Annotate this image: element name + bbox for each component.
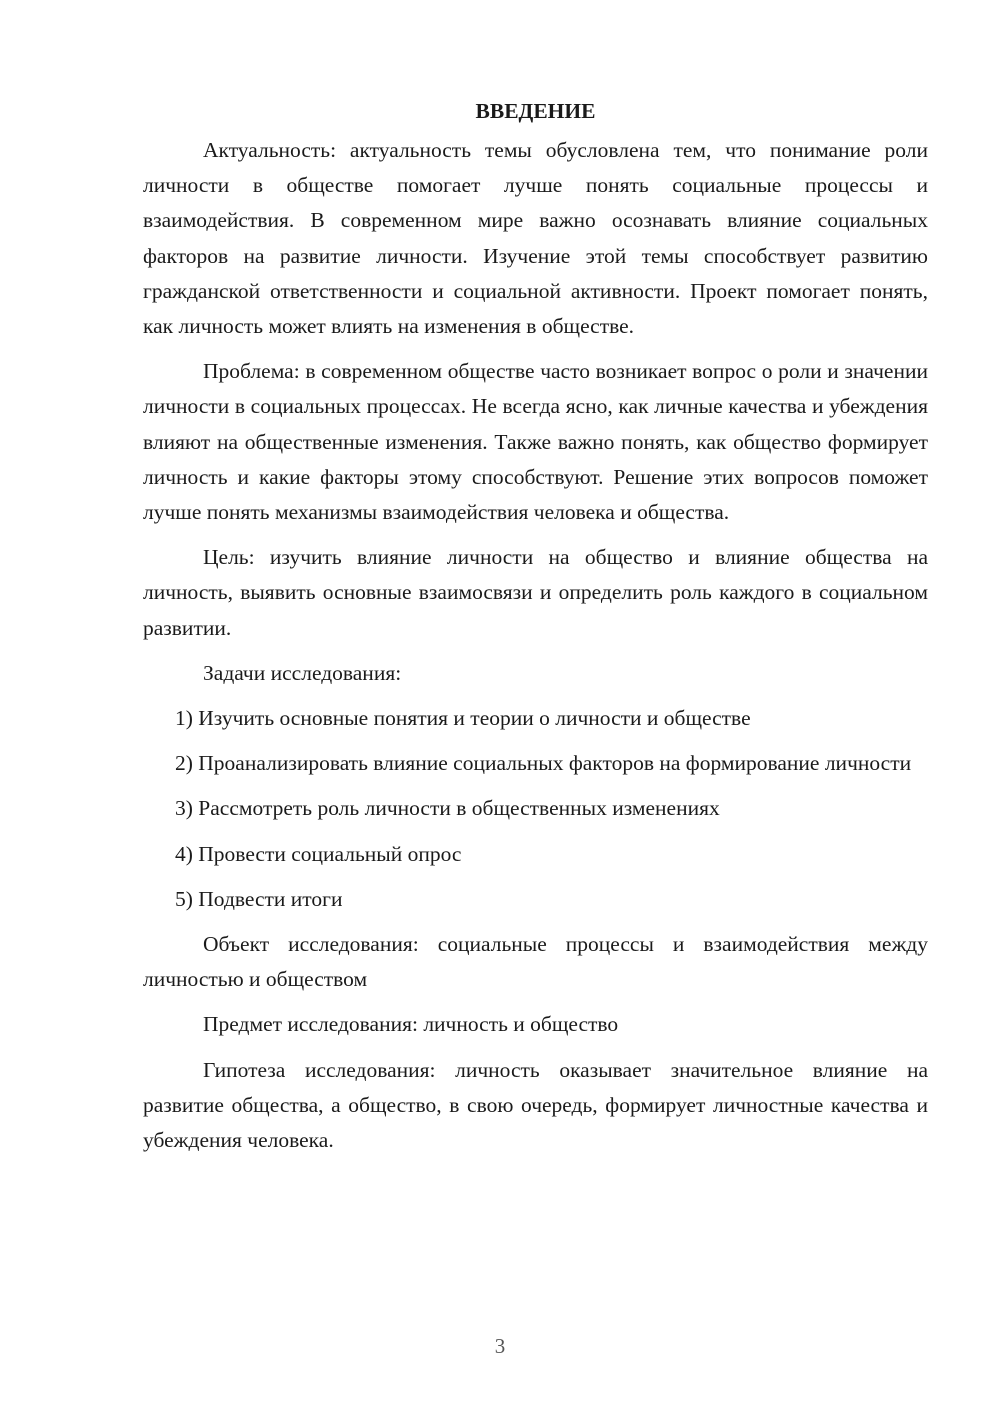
relevance-paragraph: Актуальность: актуальность темы обусловлена тем, что понимание роли личности в обществе помогает лучше понять социальные процессы и взаимодействия. В современном мире важно осознавать влияние социальных факторов на развитие личности. Изучение этой темы способствует развитию гражданской ответственности и социальной активности. Проект помогает понять, как личность может влиять на изменения в обществе. — [143, 138, 928, 339]
task-item: 3) Рассмотреть роль личности в общественных изменениях — [175, 796, 720, 821]
problem-paragraph: Проблема: в современном обществе часто возникает вопрос о роли и значении личности в социальных процессах. Не всегда ясно, как личные качества и убеждения влияют на общественные изменения. Также важно понять, как общество формирует личность и какие факторы этому способствуют. Решение этих вопросов поможет лучше понять механизмы взаимодействия человека и общества. — [143, 359, 928, 525]
object-paragraph: Объект исследования: социальные процессы и взаимодействия между личностью и обществом — [143, 932, 928, 992]
section-heading: ВВЕДЕНИЕ — [475, 99, 596, 123]
task-item: 1) Изучить основные понятия и теории о личности и обществе — [175, 706, 751, 731]
hypothesis-paragraph: Гипотеза исследования: личность оказывает значительное влияние на развитие общества, а общество, в свою очередь, формирует личностные качества и убеждения человека. — [143, 1057, 928, 1153]
task-item: 5) Подвести итоги — [175, 886, 343, 911]
document-page — [143, 96, 928, 1168]
task-item: 2) Проанализировать влияние социальных факторов на формирование личности — [175, 751, 912, 776]
page-number: 3 — [494, 1334, 506, 1358]
subject-paragraph: Предмет исследования: личность и общество — [203, 1012, 619, 1037]
task-item: 4) Провести социальный опрос — [175, 841, 462, 866]
tasks-title: Задачи исследования: — [203, 660, 402, 685]
goal-paragraph: Цель: изучить влияние личности на общество и влияние общества на личность, выявить основные взаимосвязи и определить роль каждого в социальном развитии. — [143, 545, 928, 640]
